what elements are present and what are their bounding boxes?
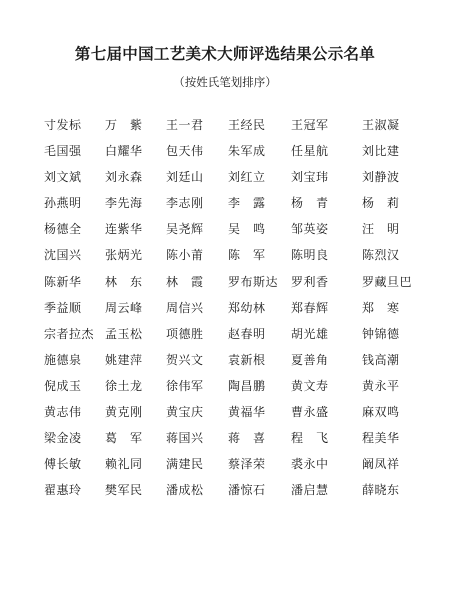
name-entry: 潘成松 xyxy=(166,483,204,498)
name-entry: 陈烈汉 xyxy=(362,248,400,263)
name-entry: 陈明良 xyxy=(291,248,329,263)
name-entry: 赖礼同 xyxy=(105,457,143,472)
name-entry: 杨 青 xyxy=(291,196,329,211)
name-entry: 施德泉 xyxy=(44,352,82,367)
name-entry: 郑幼林 xyxy=(228,300,266,315)
name-entry: 杨 莉 xyxy=(362,196,400,211)
name-entry: 薛晓东 xyxy=(362,483,400,498)
name-entry: 寸发标 xyxy=(44,118,82,132)
name-entry: 刘宝玮 xyxy=(291,170,329,185)
name-entry: 袁新根 xyxy=(228,352,266,367)
name-entry: 徐伟军 xyxy=(166,378,204,393)
name-entry: 郑 寒 xyxy=(362,300,400,315)
name-entry: 潘启慧 xyxy=(291,483,329,498)
name-entry: 郑春辉 xyxy=(291,300,329,315)
name-entry: 梁金凌 xyxy=(44,431,82,446)
name-entry: 陈小莆 xyxy=(166,248,204,263)
name-entry: 傅长敏 xyxy=(44,457,82,472)
name-entry: 宗者拉杰 xyxy=(44,326,95,341)
name-entry: 王冠军 xyxy=(291,118,329,132)
name-entry: 吴尧辉 xyxy=(166,222,204,237)
name-entry: 罗布斯达 xyxy=(228,274,279,289)
name-entry: 程美华 xyxy=(362,431,400,446)
name-entry: 汪 明 xyxy=(362,222,400,237)
name-entry: 刘静波 xyxy=(362,170,400,185)
name-entry: 李 露 xyxy=(228,196,266,211)
name-entry: 夏善角 xyxy=(291,352,329,367)
name-entry: 吴 鸣 xyxy=(228,222,266,237)
name-entry: 罗利香 xyxy=(291,274,329,289)
name-entry: 任星航 xyxy=(291,144,329,159)
name-entry: 周云峰 xyxy=(105,300,143,315)
name-entry: 项德胜 xyxy=(166,326,204,341)
name-entry: 陶昌鹏 xyxy=(228,378,266,393)
name-entry: 白耀华 xyxy=(105,144,143,159)
name-entry: 钟锦德 xyxy=(362,326,400,341)
name-entry: 毛国强 xyxy=(44,144,82,159)
name-entry: 姚建萍 xyxy=(105,352,143,367)
name-entry: 樊军民 xyxy=(105,483,143,498)
name-entry: 罗藏旦巴 xyxy=(362,274,413,289)
name-entry: 林 东 xyxy=(105,274,143,289)
name-entry: 邹英姿 xyxy=(291,222,329,237)
name-entry: 钱高潮 xyxy=(362,352,400,367)
document-subtitle: （按姓氏笔划排序） xyxy=(173,75,277,89)
name-entry: 连紫华 xyxy=(105,222,143,237)
name-entry: 周信兴 xyxy=(166,300,204,315)
document-title: 第七届中国工艺美术大师评选结果公示名单 xyxy=(74,45,376,63)
name-entry: 蒋 喜 xyxy=(228,431,266,446)
name-entry: 徐土龙 xyxy=(105,378,143,393)
name-entry: 李志刚 xyxy=(166,196,204,211)
name-entry: 包天伟 xyxy=(166,144,204,159)
name-entry: 沈国兴 xyxy=(44,248,82,263)
name-entry: 孟玉松 xyxy=(105,326,143,341)
name-entry: 程 飞 xyxy=(291,431,329,446)
name-entry: 麻双鸣 xyxy=(362,405,400,420)
name-entry: 王淑凝 xyxy=(362,118,400,132)
name-entry: 贺兴文 xyxy=(166,352,204,367)
name-entry: 王经民 xyxy=(228,118,266,132)
name-entry: 蒋国兴 xyxy=(166,431,204,446)
name-entry: 黄文寿 xyxy=(291,378,329,393)
name-entry: 万 紫 xyxy=(105,118,143,132)
name-entry: 曹永盛 xyxy=(291,405,329,420)
name-entry: 杨德全 xyxy=(44,222,82,237)
name-entry: 刘红立 xyxy=(228,170,266,185)
name-entry: 黄福华 xyxy=(228,405,266,420)
name-entry: 陈新华 xyxy=(44,274,82,289)
name-list-grid xyxy=(44,116,424,507)
name-entry: 翟惠玲 xyxy=(44,483,82,498)
name-entry: 赵春明 xyxy=(228,326,266,341)
name-entry: 满建民 xyxy=(166,457,204,472)
name-entry: 张炳光 xyxy=(105,248,143,263)
name-entry: 林 霞 xyxy=(166,274,204,289)
name-entry: 季益顺 xyxy=(44,300,82,315)
name-entry: 王一君 xyxy=(166,118,204,132)
name-entry: 刘比建 xyxy=(362,144,400,159)
name-entry: 黄克刚 xyxy=(105,405,143,420)
name-entry: 黄永平 xyxy=(362,378,400,393)
name-entry: 刘廷山 xyxy=(166,170,204,185)
name-entry: 李先海 xyxy=(105,196,143,211)
name-entry: 孙燕明 xyxy=(44,196,82,211)
name-entry: 刘永森 xyxy=(105,170,143,185)
name-entry: 倪成玉 xyxy=(44,378,82,393)
name-entry: 陈 军 xyxy=(228,248,266,263)
name-entry: 潘惊石 xyxy=(228,483,266,498)
name-entry: 蔡泽荣 xyxy=(228,457,266,472)
name-entry: 黄宝庆 xyxy=(166,405,204,420)
name-entry: 黄志伟 xyxy=(44,405,82,420)
name-entry: 胡光雄 xyxy=(291,326,329,341)
name-entry: 刘文斌 xyxy=(44,170,82,185)
name-entry: 朱军成 xyxy=(228,144,266,159)
name-entry: 阚凤祥 xyxy=(362,457,400,472)
name-entry: 葛 军 xyxy=(105,431,143,446)
name-entry: 裘永中 xyxy=(291,457,329,472)
